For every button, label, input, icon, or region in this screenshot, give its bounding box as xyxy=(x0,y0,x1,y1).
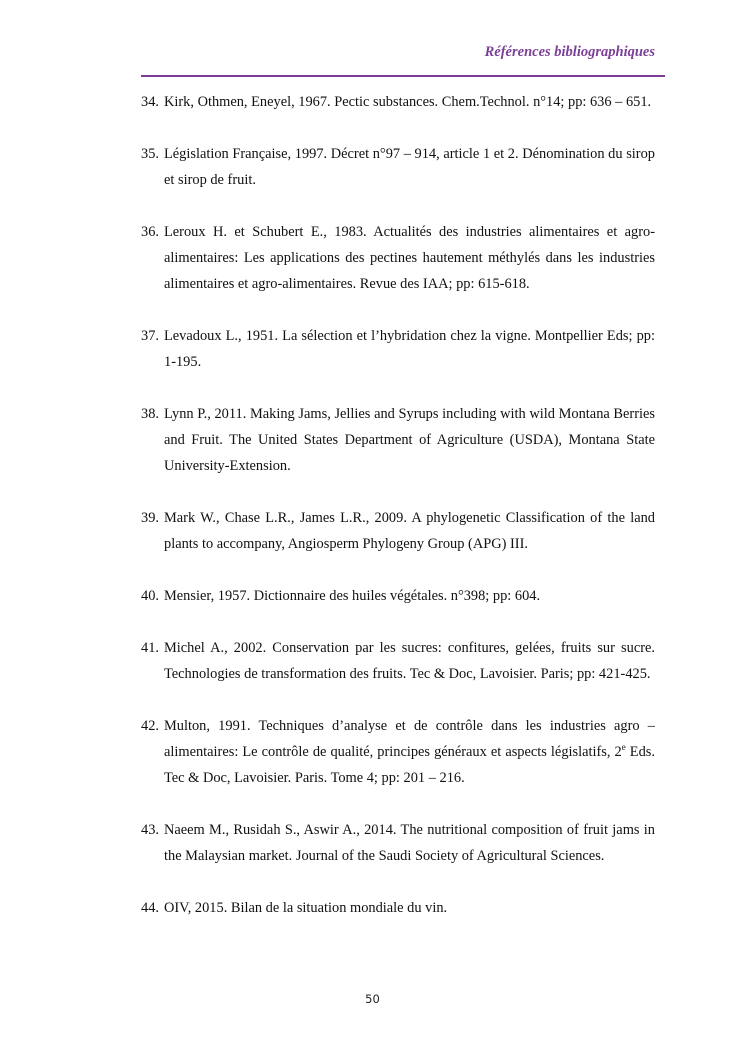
reference-number: 40. xyxy=(141,588,159,604)
reference-text: Mark W., Chase L.R., James L.R., 2009. A phylogenetic Classification of the land plants to accompany, Angiosperm Phylogeny Group (APG) III. xyxy=(164,510,655,552)
reference-text: Michel A., 2002. Conservation par les sucres: confitures, gelées, fruits sur sucre. Technologies de transformation des fruits. Tec & Doc, Lavoisier. Paris; pp: 421-425. xyxy=(164,640,655,682)
reference-number: 38. xyxy=(141,406,159,422)
reference-text-part: Eds. Tec & Doc, Lavoisier. Paris. Tome 4; pp: 201 – 216. xyxy=(164,744,655,786)
reference-item xyxy=(141,635,655,687)
reference-text: Leroux H. et Schubert E., 1983. Actualités des industries alimentaires et agro-alimentaires: Les applications des pectines hautement méthylés dans les industries alimentaires et agro-alimentaires. Revue des IAA; pp: 615-618. xyxy=(164,224,655,292)
header-title: Références bibliographiques xyxy=(484,44,655,60)
reference-text-part: Multon, 1991. Techniques d’analyse et de contrôle dans les industries agro – alimentaires: Le contrôle de qualité, principes généraux et aspects législatifs, 2 xyxy=(164,718,655,760)
reference-item xyxy=(141,89,655,115)
reference-number: 36. xyxy=(141,224,159,240)
reference-number: 37. xyxy=(141,328,159,344)
header-divider xyxy=(141,75,665,77)
reference-item xyxy=(141,583,655,609)
reference-text: Lynn P., 2011. Making Jams, Jellies and Syrups including with wild Montana Berries and Fruit. The United States Department of Agriculture (USDA), Montana State University-Extension. xyxy=(164,406,655,474)
reference-text xyxy=(164,718,655,786)
reference-text: Kirk, Othmen, Eneyel, 1967. Pectic substances. Chem.Technol. n°14; pp: 636 – 651. xyxy=(164,94,652,110)
reference-item xyxy=(141,401,655,479)
reference-text: Législation Française, 1997. Décret n°97 – 914, article 1 et 2. Dénomination du sirop et sirop de fruit. xyxy=(164,146,655,188)
reference-number: 34. xyxy=(141,94,159,110)
reference-number: 41. xyxy=(141,640,159,656)
reference-number: 44. xyxy=(141,900,159,916)
reference-list xyxy=(141,89,655,947)
reference-text: OIV, 2015. Bilan de la situation mondiale du vin. xyxy=(164,900,448,916)
reference-number: 39. xyxy=(141,510,159,526)
reference-item xyxy=(141,219,655,297)
reference-text: Naeem M., Rusidah S., Aswir A., 2014. The nutritional composition of fruit jams in the Malaysian market. Journal of the Saudi Society of Agricultural Sciences. xyxy=(164,822,655,864)
reference-item xyxy=(141,817,655,869)
page-number: 50 xyxy=(365,992,380,1006)
reference-text: Levadoux L., 1951. La sélection et l’hybridation chez la vigne. Montpellier Eds; pp: 1-195. xyxy=(164,328,655,370)
superscript-ordinal: e xyxy=(621,742,626,753)
reference-item xyxy=(141,141,655,193)
reference-item xyxy=(141,323,655,375)
reference-item xyxy=(141,895,655,921)
reference-item xyxy=(141,505,655,557)
reference-item xyxy=(141,713,655,791)
reference-number: 35. xyxy=(141,146,159,162)
reference-number: 43. xyxy=(141,822,159,838)
reference-number: 42. xyxy=(141,718,159,734)
reference-text: Mensier, 1957. Dictionnaire des huiles végétales. n°398; pp: 604. xyxy=(164,588,541,604)
